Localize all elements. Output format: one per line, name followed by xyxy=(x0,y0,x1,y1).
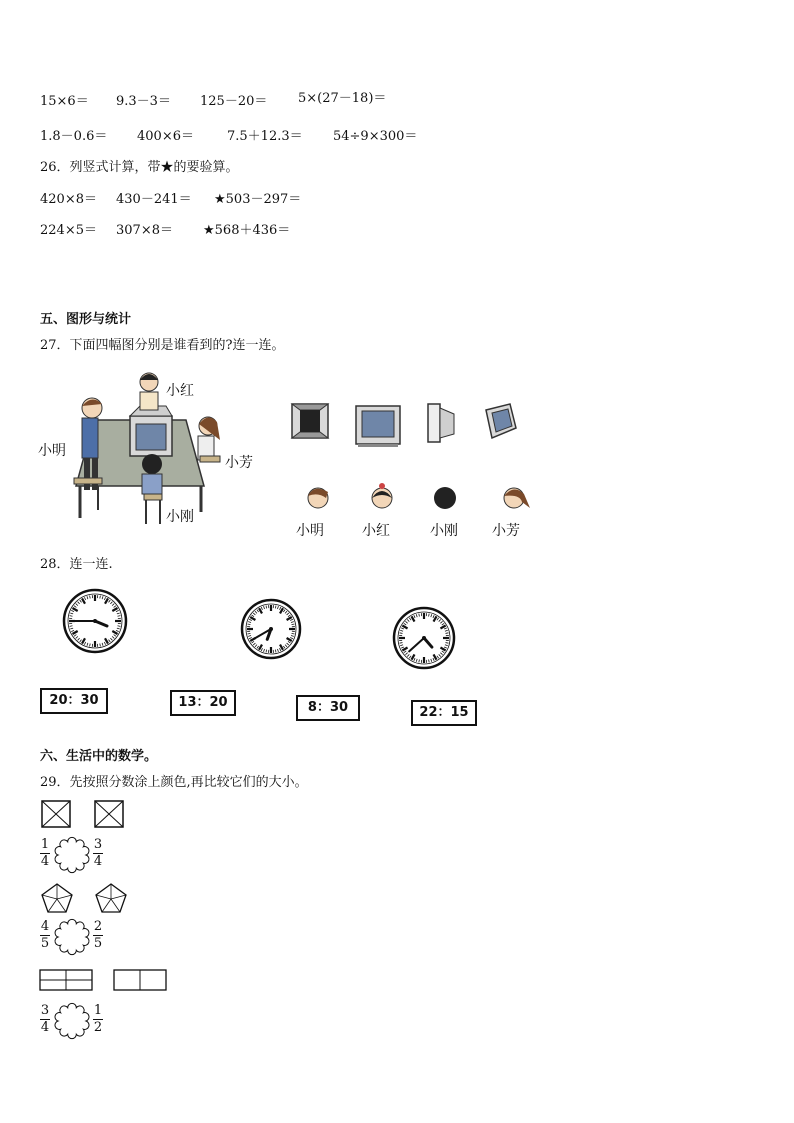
denominator: 4 xyxy=(93,854,103,869)
time-card: 20：30 xyxy=(40,688,108,714)
clock-face-2 xyxy=(238,598,304,660)
numerator: 1 xyxy=(93,1003,103,1018)
scene-label-right: 小芳 xyxy=(225,455,253,471)
question-28-title: 28．连一连. xyxy=(40,557,113,572)
square-diagonal-shape[interactable] xyxy=(94,800,124,828)
clock-face-3 xyxy=(390,606,458,670)
calc-item: 15×6＝ xyxy=(40,94,89,109)
numerator: 4 xyxy=(40,919,50,934)
compare-bubble[interactable] xyxy=(52,1002,92,1040)
calc-item: 125－20＝ xyxy=(200,94,268,109)
denominator: 4 xyxy=(40,1020,50,1035)
time-card: 13：20 xyxy=(170,690,236,716)
numerator: 3 xyxy=(93,837,103,852)
fraction xyxy=(93,920,103,951)
denominator: 2 xyxy=(93,1020,103,1035)
head-icon-xiaofang xyxy=(500,482,532,512)
pentagon-shape[interactable] xyxy=(94,882,128,914)
fraction xyxy=(40,838,50,869)
section-5-title: 五、图形与统计 xyxy=(40,312,132,327)
calc-item: 400×6＝ xyxy=(137,129,194,144)
head-icon-xiaogang xyxy=(432,482,458,512)
computer-view-2 xyxy=(354,404,402,448)
calc-item: 9.3－3＝ xyxy=(116,94,171,109)
calc-item: 5×(27－18)＝ xyxy=(298,91,387,106)
head-label: 小红 xyxy=(362,523,390,539)
denominator: 5 xyxy=(40,936,50,951)
fraction xyxy=(93,838,103,869)
clock-face-1 xyxy=(60,588,130,654)
rectangle-two-parts[interactable] xyxy=(113,969,169,991)
fraction xyxy=(40,920,50,951)
calc-item: 430－241＝ xyxy=(116,192,192,207)
numerator: 3 xyxy=(40,1003,50,1018)
calc-item: 54÷9×300＝ xyxy=(333,129,418,144)
scene-label-bottom: 小刚 xyxy=(166,509,194,525)
computer-view-3 xyxy=(426,402,458,444)
pentagon-shape[interactable] xyxy=(40,882,74,914)
calc-item: 7.5＋12.3＝ xyxy=(227,129,303,144)
computer-view-4 xyxy=(482,400,520,442)
calc-item: 307×8＝ xyxy=(116,223,173,238)
head-label: 小芳 xyxy=(492,523,520,539)
computer-view-1 xyxy=(290,400,330,442)
head-icon-xiaoming xyxy=(304,482,330,512)
calc-item: ★503－297＝ xyxy=(214,192,302,207)
compare-bubble[interactable] xyxy=(52,918,92,956)
fraction xyxy=(93,1004,103,1035)
numerator: 2 xyxy=(93,919,103,934)
calc-item: 224×5＝ xyxy=(40,223,97,238)
scene-label-left: 小明 xyxy=(38,443,66,459)
compare-bubble[interactable] xyxy=(52,836,92,874)
observation-scene xyxy=(36,360,236,530)
calc-item: 1.8－0.6＝ xyxy=(40,129,108,144)
question-26-title: 26．列竖式计算，带★的要验算。 xyxy=(40,160,239,175)
head-label: 小明 xyxy=(296,523,324,539)
square-diagonal-shape[interactable] xyxy=(41,800,71,828)
head-icon-xiaohong xyxy=(368,480,396,512)
calc-item: 420×8＝ xyxy=(40,192,97,207)
scene-label-top: 小红 xyxy=(166,383,194,399)
fraction xyxy=(40,1004,50,1035)
question-29-title: 29．先按照分数涂上颜色,再比较它们的大小。 xyxy=(40,775,308,790)
section-6-title: 六、生活中的数学。 xyxy=(40,749,158,764)
denominator: 5 xyxy=(93,936,103,951)
head-label: 小刚 xyxy=(430,523,458,539)
time-card: 8：30 xyxy=(296,695,360,721)
rectangle-four-parts[interactable] xyxy=(39,969,95,991)
question-27-title: 27．下面四幅图分别是谁看到的?连一连。 xyxy=(40,338,285,353)
calc-item: ★568＋436＝ xyxy=(203,223,291,238)
numerator: 1 xyxy=(40,837,50,852)
denominator: 4 xyxy=(40,854,50,869)
time-card: 22：15 xyxy=(411,700,477,726)
